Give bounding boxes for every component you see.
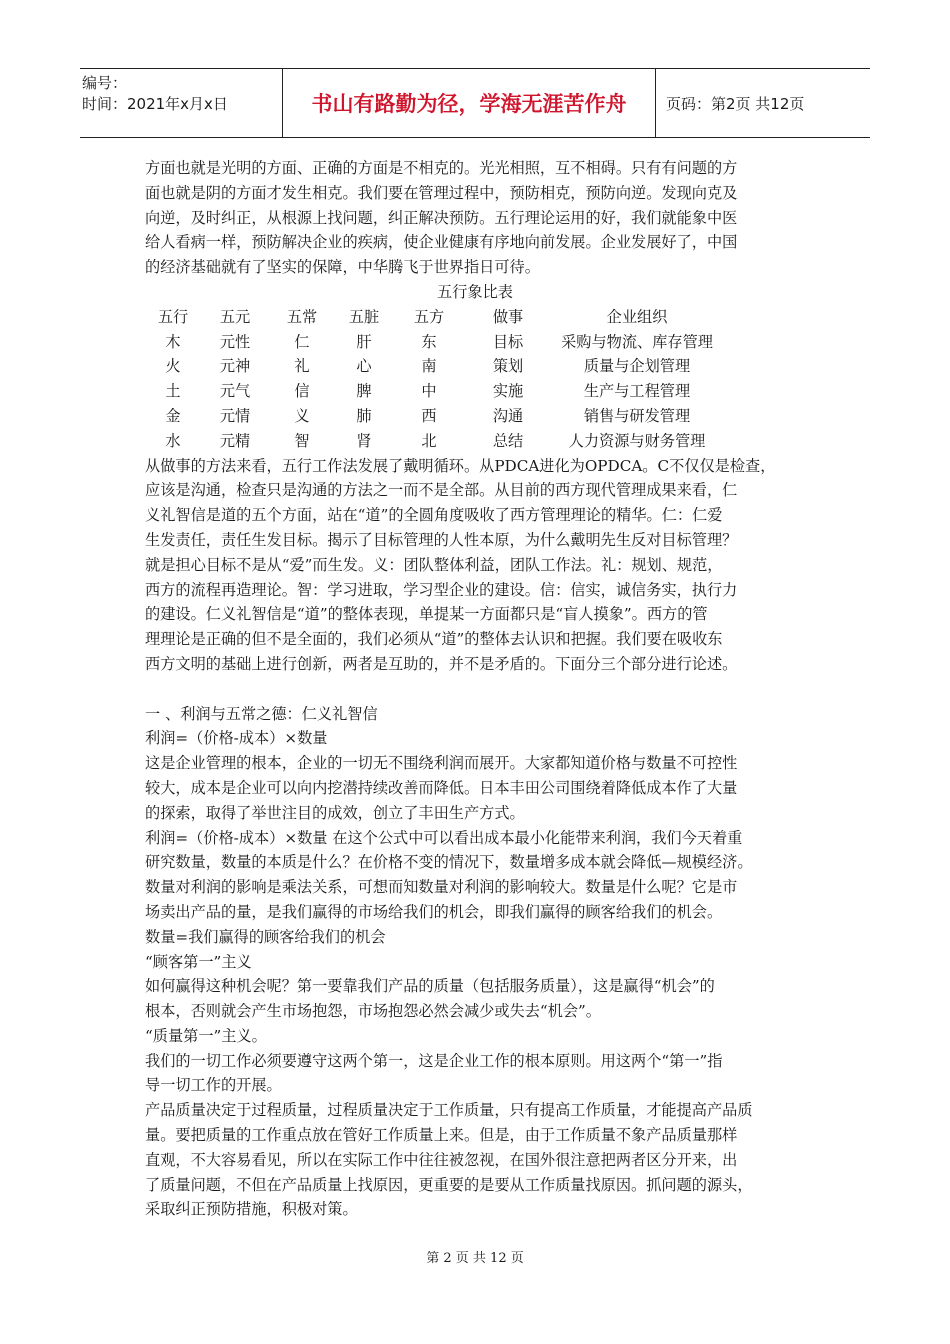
column-header: 五元 bbox=[219, 307, 251, 326]
table-cell: 东 bbox=[421, 332, 437, 351]
table-cell: 策划 bbox=[492, 357, 524, 376]
header-motto: 书山有路勤为径，学海无涯苦作舟 bbox=[283, 69, 656, 137]
table-cell: 元情 bbox=[219, 406, 251, 425]
document-date: 时间：2021年x月x日 bbox=[82, 95, 228, 113]
text-line: 的经济基础就有了坚实的保障，中华腾飞于世界指日可待。 bbox=[145, 258, 540, 277]
text-line: 研究数量，数量的本质是什么？在价格不变的情况下，数量增多成本就会降低—规模经济。 bbox=[145, 853, 753, 872]
text-line: 利润=（价格-成本）×数量 bbox=[145, 729, 328, 748]
text-line: 从做事的方法来看，五行工作法发展了戴明循环。从PDCA进化为OPDCA。C不仅仅是检查， bbox=[145, 456, 776, 475]
text-line: 就是担心目标不是从“爱”而生发。义：团队整体利益，团队工作法。礼：规划、规范， bbox=[145, 555, 723, 574]
table-cell: 心 bbox=[356, 357, 372, 376]
text-line: “质量第一”主义。 bbox=[145, 1026, 267, 1045]
header-page-info: 页码：第2页 共12页 bbox=[666, 94, 805, 113]
table-cell: 生产与工程管理 bbox=[583, 382, 691, 401]
text-line: 向逆，及时纠正，从根源上找问题，纠正解决预防。五行理论运用的好，我们就能象中医 bbox=[145, 208, 738, 227]
table-cell: 总结 bbox=[492, 431, 524, 450]
page-header bbox=[80, 68, 870, 138]
table-row bbox=[147, 404, 721, 429]
table-cell: 质量与企划管理 bbox=[583, 357, 691, 376]
text-line: 的建设。仁义礼智信是“道”的整体表现，单提某一方面都只是“盲人摸象”。西方的管 bbox=[145, 605, 708, 624]
table-cell: 沟通 bbox=[492, 406, 524, 425]
text-line: 一 、利润与五常之德：仁义礼智信 bbox=[145, 704, 378, 723]
table-cell: 木 bbox=[165, 332, 181, 351]
table-cell: 元气 bbox=[219, 382, 251, 401]
table-cell: 采购与物流、库存管理 bbox=[561, 332, 713, 351]
text-line: 这是企业管理的根本，企业的一切无不围绕利润而展开。大家都知道价格与数量不可控性 bbox=[145, 754, 738, 773]
column-header: 五行 bbox=[157, 307, 189, 326]
table-title: 五行象比表 bbox=[437, 282, 513, 301]
text-line: “顾客第一”主义 bbox=[145, 952, 252, 971]
five-elements-table bbox=[147, 305, 721, 454]
table-cell: 目标 bbox=[492, 332, 524, 351]
page-footer: 第 2 页 共 12 页 bbox=[426, 1251, 524, 1266]
table-cell: 肾 bbox=[356, 431, 372, 450]
table-cell: 人力资源与财务管理 bbox=[568, 431, 706, 450]
text-line: 直观，不大容易看见，所以在实际工作中往往被忽视，在国外很注意把两者区分开来，出 bbox=[145, 1150, 738, 1169]
text-line: 导一切工作的开展。 bbox=[145, 1076, 282, 1095]
table-cell: 信 bbox=[294, 382, 310, 401]
text-line: 生发责任，责任生发目标。揭示了目标管理的人性本原，为什么戴明先生反对目标管理？ bbox=[145, 530, 738, 549]
table-cell: 销售与研发管理 bbox=[583, 406, 691, 425]
table-cell: 智 bbox=[294, 431, 310, 450]
column-header: 五方 bbox=[413, 307, 445, 326]
text-line: 义礼智信是道的五个方面，站在“道”的全圆角度吸收了西方管理理论的精华。仁：仁爱 bbox=[145, 506, 723, 525]
text-line: 的探索，取得了举世注目的成效，创立了丰田生产方式。 bbox=[145, 803, 525, 822]
text-line: 场卖出产品的量，是我们赢得的市场给我们的机会，即我们赢得的顾客给我们的机会。 bbox=[145, 902, 723, 921]
column-header: 五脏 bbox=[348, 307, 380, 326]
document-number-label: 编号： bbox=[82, 74, 128, 92]
table-cell: 火 bbox=[165, 357, 181, 376]
table-row bbox=[147, 354, 721, 379]
text-line: 理理论是正确的但不是全面的，我们必须从“道”的整体去认识和把握。我们要在吸收东 bbox=[145, 630, 723, 649]
text-line: 如何赢得这种机会呢？第一要靠我们产品的质量（包括服务质量），这是赢得“机会”的 bbox=[145, 977, 715, 996]
text-line: 较大，成本是企业可以向内挖潜持续改善而降低。日本丰田公司围绕着降低成本作了大量 bbox=[145, 778, 738, 797]
text-line: 根本，否则就会产生市场抱怨，市场抱怨必然会减少或失去“机会”。 bbox=[145, 1002, 601, 1021]
section-spacer bbox=[145, 677, 805, 702]
table-cell: 肺 bbox=[356, 406, 372, 425]
text-line: 西方文明的基础上进行创新，两者是互助的，并不是矛盾的。下面分三个部分进行论述。 bbox=[145, 654, 738, 673]
text-line: 给人看病一样，预防解决企业的疾病，使企业健康有序地向前发展。企业发展好了，中国 bbox=[145, 233, 738, 252]
table-header-row bbox=[147, 305, 721, 330]
text-line: 应该是沟通，检查只是沟通的方法之一而不是全部。从目前的西方现代管理成果来看，仁 bbox=[145, 481, 738, 500]
table-cell: 脾 bbox=[356, 382, 372, 401]
table-cell: 中 bbox=[421, 382, 437, 401]
table-cell: 金 bbox=[165, 406, 181, 425]
header-meta bbox=[80, 69, 283, 137]
text-line: 我们的一切工作必须要遵守这两个第一，这是企业工作的根本原则。用这两个“第一”指 bbox=[145, 1051, 723, 1070]
text-line: 数量对利润的影响是乘法关系，可想而知数量对利润的影响较大。数量是什么呢？它是市 bbox=[145, 878, 738, 897]
table-cell: 实施 bbox=[492, 382, 524, 401]
table-row bbox=[147, 379, 721, 404]
text-line: 量。要把质量的工作重点放在管好工作质量上来。但是，由于工作质量不象产品质量那样 bbox=[145, 1126, 738, 1145]
table-cell: 仁 bbox=[294, 332, 310, 351]
table-cell: 肝 bbox=[356, 332, 372, 351]
table-cell: 北 bbox=[421, 431, 437, 450]
table-cell: 西 bbox=[421, 406, 437, 425]
intro-paragraph bbox=[145, 156, 805, 280]
text-line: 面也就是阴的方面才发生相克。我们要在管理过程中，预防相克，预防向逆。发现向克及 bbox=[145, 183, 738, 202]
text-line: 西方的流程再造理论。智：学习进取，学习型企业的建设。信：信实，诚信务实，执行力 bbox=[145, 580, 738, 599]
table-cell: 南 bbox=[421, 357, 437, 376]
text-line: 了质量问题，不但在产品质量上找原因，更重要的是要从工作质量找原因。抓问题的源头， bbox=[145, 1175, 753, 1194]
document-body bbox=[145, 156, 805, 1222]
column-header: 五常 bbox=[286, 307, 318, 326]
table-row bbox=[147, 429, 721, 454]
table-cell: 礼 bbox=[294, 357, 310, 376]
table-row bbox=[147, 330, 721, 355]
column-header: 企业组织 bbox=[606, 307, 668, 326]
column-header: 做事 bbox=[492, 307, 524, 326]
table-cell: 义 bbox=[294, 406, 310, 425]
table-cell: 水 bbox=[165, 431, 181, 450]
table-cell: 土 bbox=[165, 382, 181, 401]
text-line: 利润=（价格-成本）×数量 在这个公式中可以看出成本最小化能带来利润，我们今天着重 bbox=[145, 828, 743, 847]
table-cell: 元性 bbox=[219, 332, 251, 351]
table-cell: 元精 bbox=[219, 431, 251, 450]
table-cell: 元神 bbox=[219, 357, 251, 376]
text-line: 数量=我们赢得的顾客给我们的机会 bbox=[145, 927, 386, 946]
analysis-paragraph bbox=[145, 454, 805, 677]
section-profit bbox=[145, 702, 805, 1223]
text-line: 方面也就是光明的方面、正确的方面是不相克的。光光相照，互不相碍。只有有问题的方 bbox=[145, 159, 738, 177]
text-line: 产品质量决定于过程质量，过程质量决定于工作质量，只有提高工作质量，才能提高产品质 bbox=[145, 1101, 753, 1120]
text-line: 采取纠正预防措施，积极对策。 bbox=[145, 1200, 358, 1219]
